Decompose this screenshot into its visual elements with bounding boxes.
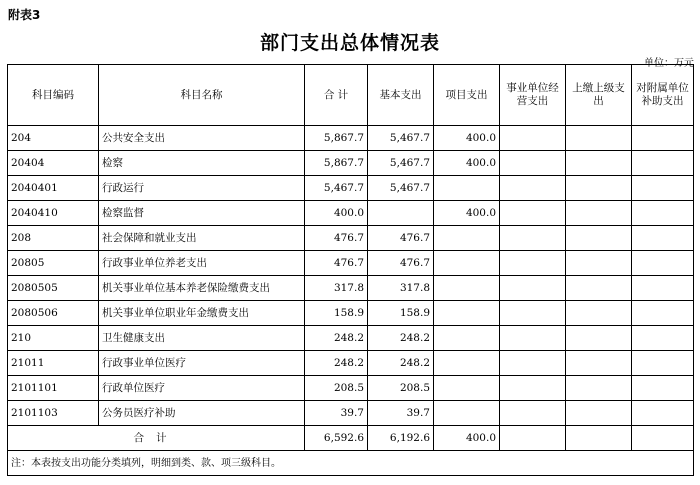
cell-basic: 476.7: [368, 251, 434, 276]
total-label: 合计: [8, 426, 305, 451]
cell-basic: 208.5: [368, 376, 434, 401]
cell-business: [500, 176, 566, 201]
cell-total: 5,867.7: [305, 126, 368, 151]
cell-project: 400.0: [434, 126, 500, 151]
cell-upper: [566, 351, 632, 376]
cell-name: 行政单位医疗: [99, 376, 305, 401]
cell-code: 2101101: [8, 376, 99, 401]
cell-upper: [566, 326, 632, 351]
table-row: [8, 351, 694, 376]
total-sum: 6,592.6: [305, 426, 368, 451]
table-row: [8, 301, 694, 326]
cell-total: 39.7: [305, 401, 368, 426]
cell-code: 2101103: [8, 401, 99, 426]
cell-name: 检察监督: [99, 201, 305, 226]
header-basic: 基本支出: [368, 65, 434, 126]
cell-subsidy: [632, 301, 694, 326]
cell-code: 2040401: [8, 176, 99, 201]
total-row: [8, 426, 694, 451]
cell-business: [500, 401, 566, 426]
table-header-row: [8, 65, 694, 126]
cell-subsidy: [632, 401, 694, 426]
total-upper: [566, 426, 632, 451]
cell-upper: [566, 401, 632, 426]
cell-name: 社会保障和就业支出: [99, 226, 305, 251]
cell-basic: [368, 201, 434, 226]
cell-basic: 5,467.7: [368, 126, 434, 151]
cell-subsidy: [632, 276, 694, 301]
table-row: [8, 251, 694, 276]
cell-total: 400.0: [305, 201, 368, 226]
cell-subsidy: [632, 326, 694, 351]
cell-name: 行政事业单位医疗: [99, 351, 305, 376]
cell-subsidy: [632, 176, 694, 201]
cell-business: [500, 201, 566, 226]
cell-business: [500, 151, 566, 176]
cell-business: [500, 326, 566, 351]
cell-name: 检察: [99, 151, 305, 176]
cell-upper: [566, 151, 632, 176]
table-row: [8, 226, 694, 251]
table-row: [8, 326, 694, 351]
header-project: 项目支出: [434, 65, 500, 126]
table-row: [8, 401, 694, 426]
cell-code: 20805: [8, 251, 99, 276]
cell-name: 机关事业单位基本养老保险缴费支出: [99, 276, 305, 301]
header-subsidy: 对附属单位补助支出: [632, 65, 694, 126]
cell-basic: 158.9: [368, 301, 434, 326]
table-row: [8, 126, 694, 151]
cell-project: [434, 401, 500, 426]
cell-business: [500, 251, 566, 276]
header-total: 合 计: [305, 65, 368, 126]
table-row: [8, 151, 694, 176]
total-basic: 6,192.6: [368, 426, 434, 451]
table-row: [8, 276, 694, 301]
header-code: 科目编码: [8, 65, 99, 126]
total-subsidy: [632, 426, 694, 451]
cell-basic: 476.7: [368, 226, 434, 251]
cell-project: [434, 276, 500, 301]
cell-business: [500, 226, 566, 251]
cell-total: 208.5: [305, 376, 368, 401]
cell-subsidy: [632, 126, 694, 151]
table-body: [8, 126, 694, 426]
cell-business: [500, 301, 566, 326]
cell-subsidy: [632, 351, 694, 376]
cell-code: 21011: [8, 351, 99, 376]
cell-total: 248.2: [305, 326, 368, 351]
cell-total: 248.2: [305, 351, 368, 376]
cell-total: 317.8: [305, 276, 368, 301]
table-note: 注：本表按支出功能分类填列，明细到类、款、项三级科目。: [8, 451, 694, 476]
cell-upper: [566, 251, 632, 276]
cell-basic: 317.8: [368, 276, 434, 301]
cell-upper: [566, 126, 632, 151]
cell-project: 400.0: [434, 201, 500, 226]
cell-total: 5,867.7: [305, 151, 368, 176]
cell-code: 208: [8, 226, 99, 251]
cell-subsidy: [632, 151, 694, 176]
cell-code: 210: [8, 326, 99, 351]
cell-subsidy: [632, 226, 694, 251]
cell-basic: 248.2: [368, 351, 434, 376]
cell-code: 204: [8, 126, 99, 151]
cell-business: [500, 351, 566, 376]
table-row: [8, 376, 694, 401]
cell-name: 机关事业单位职业年金缴费支出: [99, 301, 305, 326]
cell-project: [434, 176, 500, 201]
cell-project: [434, 351, 500, 376]
header-business: 事业单位经营支出: [500, 65, 566, 126]
total-project: 400.0: [434, 426, 500, 451]
cell-basic: 248.2: [368, 326, 434, 351]
cell-name: 卫生健康支出: [99, 326, 305, 351]
total-business: [500, 426, 566, 451]
cell-project: 400.0: [434, 151, 500, 176]
cell-code: 20404: [8, 151, 99, 176]
cell-upper: [566, 201, 632, 226]
cell-total: 158.9: [305, 301, 368, 326]
cell-name: 行政事业单位养老支出: [99, 251, 305, 276]
cell-upper: [566, 176, 632, 201]
cell-total: 5,467.7: [305, 176, 368, 201]
cell-project: [434, 226, 500, 251]
cell-subsidy: [632, 251, 694, 276]
cell-total: 476.7: [305, 251, 368, 276]
cell-project: [434, 251, 500, 276]
cell-name: 公务员医疗补助: [99, 401, 305, 426]
cell-subsidy: [632, 201, 694, 226]
header-upper: 上缴上级支出: [566, 65, 632, 126]
expenditure-table: [7, 64, 694, 476]
cell-basic: 5,467.7: [368, 151, 434, 176]
header-name: 科目名称: [99, 65, 305, 126]
cell-upper: [566, 376, 632, 401]
cell-code: 2080506: [8, 301, 99, 326]
cell-subsidy: [632, 376, 694, 401]
cell-upper: [566, 276, 632, 301]
cell-project: [434, 376, 500, 401]
table-row: [8, 201, 694, 226]
annex-label: 附表3: [8, 8, 41, 22]
cell-basic: 39.7: [368, 401, 434, 426]
cell-name: 行政运行: [99, 176, 305, 201]
cell-business: [500, 126, 566, 151]
cell-business: [500, 376, 566, 401]
page-title: 部门支出总体情况表: [259, 32, 440, 54]
cell-upper: [566, 226, 632, 251]
unit-label: 单位：万元: [644, 58, 694, 69]
cell-total: 476.7: [305, 226, 368, 251]
cell-basic: 5,467.7: [368, 176, 434, 201]
cell-code: 2040410: [8, 201, 99, 226]
cell-project: [434, 301, 500, 326]
cell-upper: [566, 301, 632, 326]
cell-code: 2080505: [8, 276, 99, 301]
cell-project: [434, 326, 500, 351]
cell-business: [500, 276, 566, 301]
table-row: [8, 176, 694, 201]
cell-name: 公共安全支出: [99, 126, 305, 151]
note-row: [8, 451, 694, 476]
